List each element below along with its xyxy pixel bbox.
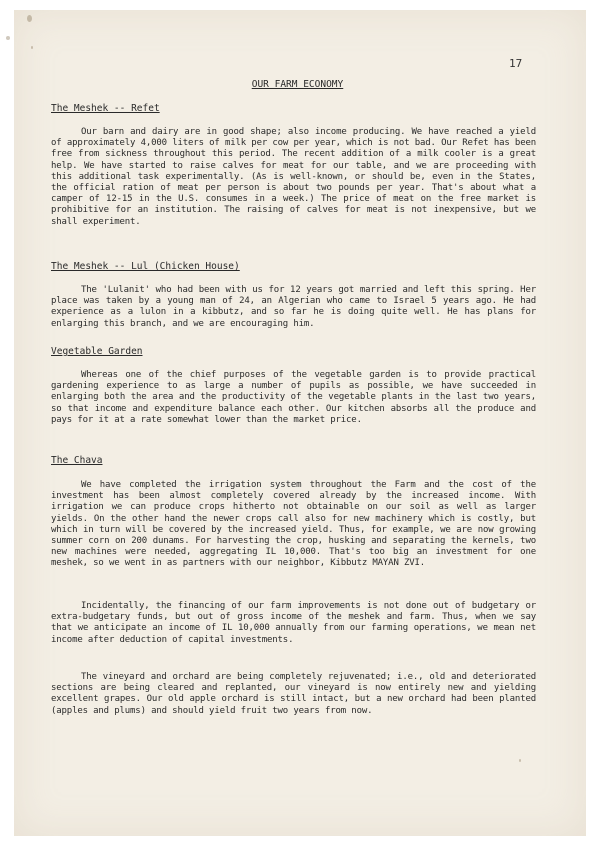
section-heading-chava: The Chava <box>51 455 103 466</box>
section-heading-lul: The Meshek -- Lul (Chicken House) <box>51 261 240 272</box>
ink-mark <box>6 36 10 40</box>
ink-mark <box>31 46 33 49</box>
page-number: 17 <box>509 57 523 70</box>
paragraph-refet: Our barn and dairy are in good shape; also income producing. We have reached a yield of approximately 4,000 liters of milk per cow per year, which is not bad. Our Refet has been free from sickness throughout this period. The recent addition of a milk cooler is a great help. We have started to raise calves for meat for our table, and we are proceeding with this additional task experimentally. (As is well-known, or should be, even in the States, the official ration of meat per person is about two pounds per year. That's about what a camper of 12-15 in the U.S. consumes in a week.) The price of meat on the free market is prohibitive for an institution. The raising of calves for meat is not inexpensive, but we shall experiment. <box>51 127 536 227</box>
section-heading-vegetable-garden: Vegetable Garden <box>51 346 143 357</box>
section-heading-refet: The Meshek -- Refet <box>51 103 160 114</box>
page-title: OUR FARM ECONOMY <box>251 79 344 90</box>
paragraph-lul: The 'Lulanit' who had been with us for 12 years got married and left this spring. Her place was taken by a young man of 24, an Algerian who came to Israel 5 years ago. He had experience as a lulon in a kibbutz, and so far he is doing quite well. He has plans for enlarging this branch, and we are encouraging him. <box>51 285 536 329</box>
ink-mark <box>519 759 521 762</box>
ink-mark <box>27 15 32 22</box>
paragraph-vegetable-garden: Whereas one of the chief purposes of the vegetable garden is to provide practical gardening experience to as large a number of pupils as possible, we have succeeded in enlarging both the area and the productivity of the vegetable plants in the last two years, so that income and expenditure balance each other. Our kitchen absorbs all the produce and pays for it at a rate somewhat lower than the market price. <box>51 370 536 425</box>
paragraph-chava-vineyard: The vineyard and orchard are being completely rejuvenated; i.e., old and deteriorated sections are being cleared and replanted, our vineyard is now entirely new and yielding excellent grapes. Our old apple orchard is still intact, but a new orchard had been planted (apples and plums) and should yield fruit two years from now. <box>51 672 536 716</box>
paragraph-chava-financing: Incidentally, the financing of our farm improvements is not done out of budgetary or extra-budgetary funds, but out of gross income of the meshek and farm. Thus, when we say that we anticipate an income of IL 10,000 annually from our farming operations, we mean net income after deduction of capital investments. <box>51 601 536 645</box>
paragraph-chava-irrigation: We have completed the irrigation system throughout the Farm and the cost of the investment has been almost completely covered already by the increased income. With irrigation we can produce crops hitherto not obtainable on our soil as well as larger yields. On the other hand the newer crops call also for new machinery which is costly, but which in turn will be covered by the increased yield. Thus, for example, we are now growing summer corn on 200 dunams. For harvesting the crop, husking and separating the kernels, two new machines were needed, aggregating IL 10,000. That's too big an investment for one meshek, so we went in as partners with our neighbor, Kibbutz MAYAN ZVI. <box>51 480 536 569</box>
